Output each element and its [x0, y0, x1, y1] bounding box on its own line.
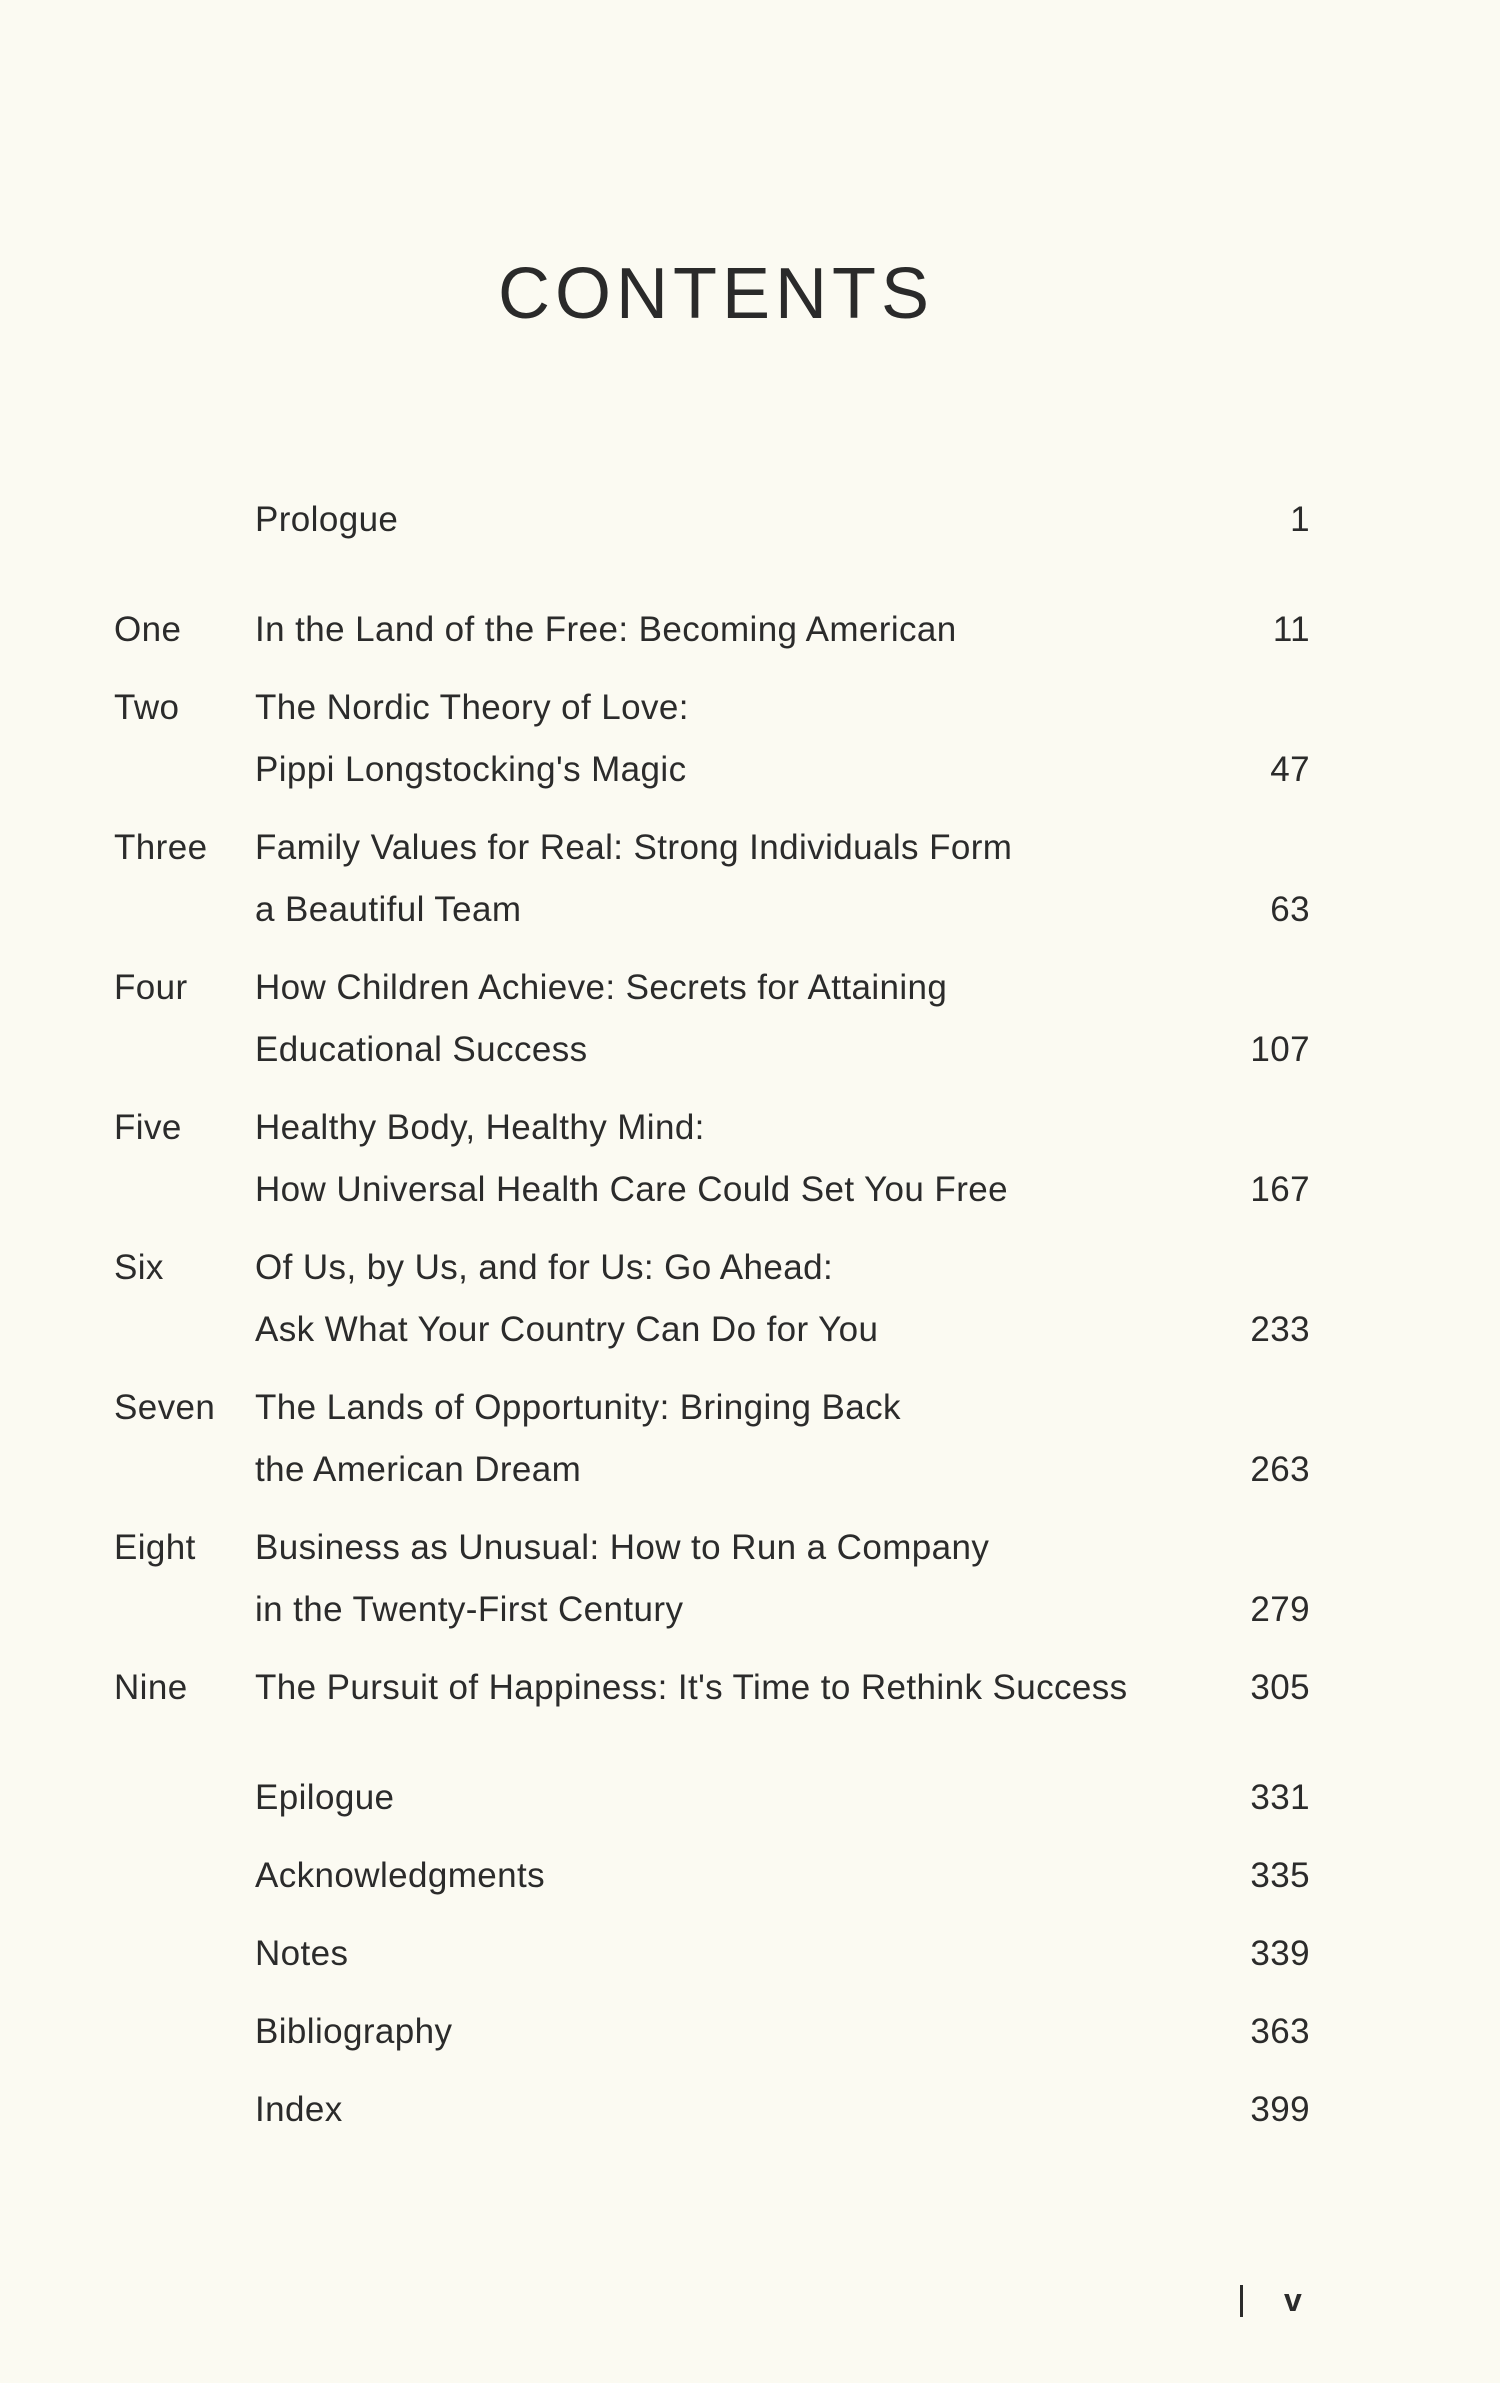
chapter-label: Four: [114, 968, 188, 1007]
chapter-label: Three: [114, 828, 208, 867]
chapter-label: Five: [114, 1108, 182, 1147]
chapter-title-line: Ask What Your Country Can Do for You: [255, 1310, 879, 1349]
back-matter-title: Bibliography: [255, 2012, 453, 2051]
chapter-label: Seven: [114, 1388, 216, 1427]
back-matter-page: 363: [1250, 2012, 1310, 2051]
back-matter-page: 399: [1250, 2090, 1310, 2129]
chapter-page: 167: [1250, 1170, 1310, 1209]
chapter-title-line: in the Twenty-First Century: [255, 1590, 684, 1629]
back-matter-page: 335: [1250, 1856, 1310, 1895]
back-matter-page: 331: [1250, 1778, 1310, 1817]
prologue-title: Prologue: [255, 500, 399, 539]
chapter-title-line: Pippi Longstocking's Magic: [255, 750, 687, 789]
chapter-title-line: Business as Unusual: How to Run a Company: [255, 1528, 990, 1567]
chapter-page: 63: [1270, 890, 1310, 929]
chapter-page: 305: [1250, 1668, 1310, 1707]
chapter-title-line: The Pursuit of Happiness: It's Time to Rethink Success: [255, 1668, 1128, 1707]
page-title: CONTENTS: [498, 254, 934, 334]
back-matter-title: Epilogue: [255, 1778, 395, 1817]
back-matter-title: Acknowledgments: [255, 1856, 546, 1895]
back-matter-title: Notes: [255, 1934, 349, 1973]
chapter-title-line: The Nordic Theory of Love:: [255, 688, 689, 727]
chapter-title-line: Educational Success: [255, 1030, 588, 1069]
chapter-page: 11: [1272, 610, 1310, 649]
back-matter-page: 339: [1250, 1934, 1310, 1973]
back-matter-title: Index: [255, 2090, 343, 2129]
chapter-title-line: The Lands of Opportunity: Bringing Back: [255, 1388, 901, 1427]
chapter-title-line: How Children Achieve: Secrets for Attaining: [255, 968, 948, 1007]
chapter-title-line: Healthy Body, Healthy Mind:: [255, 1108, 705, 1147]
chapter-page: 47: [1270, 750, 1310, 789]
chapter-label: One: [114, 610, 182, 649]
page-number: v: [1284, 2282, 1302, 2318]
chapter-page: 107: [1250, 1030, 1310, 1069]
chapter-title-line: Family Values for Real: Strong Individuals Form: [255, 828, 1013, 867]
chapter-title-line: In the Land of the Free: Becoming American: [255, 610, 957, 649]
chapter-page: 279: [1250, 1590, 1310, 1629]
chapter-label: Nine: [114, 1668, 188, 1707]
chapter-label: Two: [114, 688, 180, 727]
chapter-label: Eight: [114, 1528, 196, 1567]
chapter-page: 263: [1250, 1450, 1310, 1489]
chapter-title-line: How Universal Health Care Could Set You Free: [255, 1170, 1008, 1209]
chapter-title-line: a Beautiful Team: [255, 890, 522, 929]
prologue-page: 1: [1290, 500, 1310, 539]
chapter-title-line: Of Us, by Us, and for Us: Go Ahead:: [255, 1248, 834, 1287]
folio-divider: [1240, 2285, 1243, 2317]
chapter-label: Six: [114, 1248, 164, 1287]
chapter-page: 233: [1250, 1310, 1310, 1349]
chapter-title-line: the American Dream: [255, 1450, 582, 1489]
